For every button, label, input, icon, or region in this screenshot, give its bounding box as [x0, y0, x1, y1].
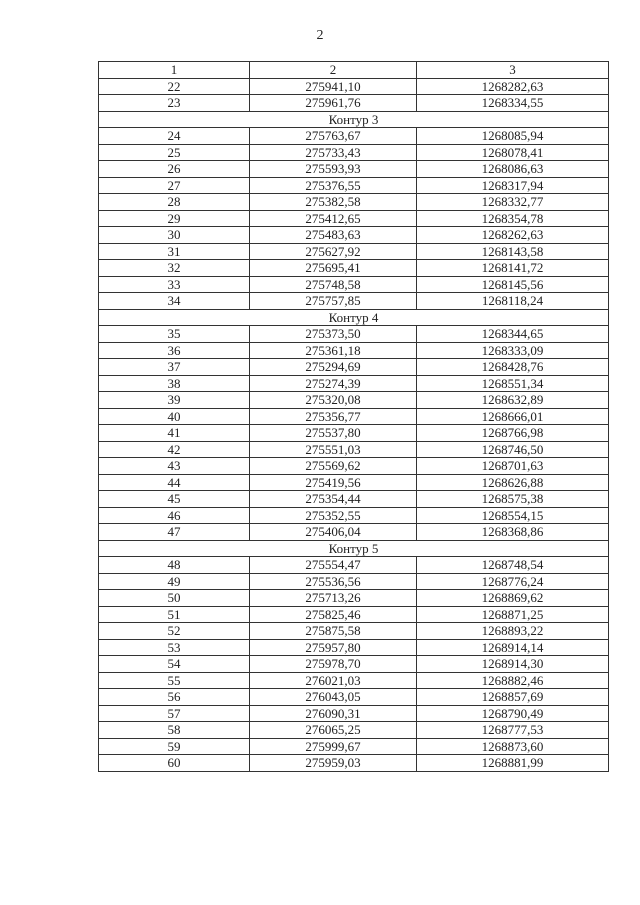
table-row	[99, 342, 609, 359]
section-title: Контур 4	[99, 309, 609, 326]
x-coordinate-cell: 275713,26	[250, 590, 417, 607]
table-row	[99, 573, 609, 590]
table-row	[99, 194, 609, 211]
x-coordinate-cell: 275356,77	[250, 408, 417, 425]
y-coordinate-cell: 1268551,34	[417, 375, 609, 392]
x-coordinate-cell: 275733,43	[250, 144, 417, 161]
point-number-cell: 44	[99, 474, 250, 491]
table-row	[99, 491, 609, 508]
point-number-cell: 33	[99, 276, 250, 293]
table-row	[99, 95, 609, 112]
y-coordinate-cell: 1268118,24	[417, 293, 609, 310]
y-coordinate-cell: 1268368,86	[417, 524, 609, 541]
y-coordinate-cell: 1268857,69	[417, 689, 609, 706]
table-row	[99, 359, 609, 376]
x-coordinate-cell: 275483,63	[250, 227, 417, 244]
x-coordinate-cell: 275373,50	[250, 326, 417, 343]
y-coordinate-cell: 1268632,89	[417, 392, 609, 409]
table-row	[99, 738, 609, 755]
x-coordinate-cell: 275274,39	[250, 375, 417, 392]
section-title-row	[99, 540, 609, 557]
y-coordinate-cell: 1268893,22	[417, 623, 609, 640]
table-row	[99, 210, 609, 227]
table-row	[99, 78, 609, 95]
table-row	[99, 474, 609, 491]
x-coordinate-cell: 276090,31	[250, 705, 417, 722]
x-coordinate-cell: 275354,44	[250, 491, 417, 508]
table-row	[99, 161, 609, 178]
x-coordinate-cell: 275294,69	[250, 359, 417, 376]
point-number-cell: 36	[99, 342, 250, 359]
y-coordinate-cell: 1268626,88	[417, 474, 609, 491]
point-number-cell: 31	[99, 243, 250, 260]
point-number-cell: 29	[99, 210, 250, 227]
y-coordinate-cell: 1268748,54	[417, 557, 609, 574]
section-title: Контур 3	[99, 111, 609, 128]
y-coordinate-cell: 1268332,77	[417, 194, 609, 211]
point-number-cell: 45	[99, 491, 250, 508]
point-number-cell: 51	[99, 606, 250, 623]
y-coordinate-cell: 1268871,25	[417, 606, 609, 623]
point-number-cell: 32	[99, 260, 250, 277]
y-coordinate-cell: 1268554,15	[417, 507, 609, 524]
y-coordinate-cell: 1268575,38	[417, 491, 609, 508]
point-number-cell: 27	[99, 177, 250, 194]
x-coordinate-cell: 275757,85	[250, 293, 417, 310]
x-coordinate-cell: 275551,03	[250, 441, 417, 458]
point-number-cell: 39	[99, 392, 250, 409]
table-row	[99, 293, 609, 310]
y-coordinate-cell: 1268282,63	[417, 78, 609, 95]
x-coordinate-cell: 275763,67	[250, 128, 417, 145]
point-number-cell: 48	[99, 557, 250, 574]
x-coordinate-cell: 275999,67	[250, 738, 417, 755]
table-row	[99, 557, 609, 574]
table-row	[99, 128, 609, 145]
x-coordinate-cell: 275361,18	[250, 342, 417, 359]
x-coordinate-cell: 275382,58	[250, 194, 417, 211]
x-coordinate-cell: 275419,56	[250, 474, 417, 491]
point-number-cell: 58	[99, 722, 250, 739]
y-coordinate-cell: 1268666,01	[417, 408, 609, 425]
y-coordinate-cell: 1268766,98	[417, 425, 609, 442]
table-row	[99, 524, 609, 541]
table-row	[99, 722, 609, 739]
x-coordinate-cell: 275941,10	[250, 78, 417, 95]
point-number-cell: 49	[99, 573, 250, 590]
x-coordinate-cell: 275593,93	[250, 161, 417, 178]
x-coordinate-cell: 275748,58	[250, 276, 417, 293]
y-coordinate-cell: 1268333,09	[417, 342, 609, 359]
table-row	[99, 144, 609, 161]
table-row	[99, 705, 609, 722]
x-coordinate-cell: 275695,41	[250, 260, 417, 277]
table-row	[99, 326, 609, 343]
point-number-cell: 57	[99, 705, 250, 722]
point-number-cell: 43	[99, 458, 250, 475]
x-coordinate-cell: 275825,46	[250, 606, 417, 623]
table-row	[99, 425, 609, 442]
point-number-cell: 40	[99, 408, 250, 425]
point-number-cell: 25	[99, 144, 250, 161]
table-row	[99, 375, 609, 392]
table-row	[99, 276, 609, 293]
table-row	[99, 392, 609, 409]
point-number-cell: 35	[99, 326, 250, 343]
column-header-1: 1	[99, 62, 250, 79]
x-coordinate-cell: 276065,25	[250, 722, 417, 739]
x-coordinate-cell: 275537,80	[250, 425, 417, 442]
x-coordinate-cell: 275959,03	[250, 755, 417, 772]
table-row	[99, 656, 609, 673]
table-row	[99, 507, 609, 524]
coordinates-table-body	[99, 62, 609, 772]
y-coordinate-cell: 1268078,41	[417, 144, 609, 161]
table-row	[99, 755, 609, 772]
table-row	[99, 623, 609, 640]
point-number-cell: 56	[99, 689, 250, 706]
point-number-cell: 46	[99, 507, 250, 524]
x-coordinate-cell: 275352,55	[250, 507, 417, 524]
section-title: Контур 5	[99, 540, 609, 557]
x-coordinate-cell: 275957,80	[250, 639, 417, 656]
x-coordinate-cell: 275376,55	[250, 177, 417, 194]
x-coordinate-cell: 276021,03	[250, 672, 417, 689]
column-header-3: 3	[417, 62, 609, 79]
table-row	[99, 227, 609, 244]
point-number-cell: 34	[99, 293, 250, 310]
table-row	[99, 458, 609, 475]
y-coordinate-cell: 1268701,63	[417, 458, 609, 475]
table-header-row	[99, 62, 609, 79]
y-coordinate-cell: 1268143,58	[417, 243, 609, 260]
table-row	[99, 441, 609, 458]
x-coordinate-cell: 275554,47	[250, 557, 417, 574]
point-number-cell: 50	[99, 590, 250, 607]
x-coordinate-cell: 275627,92	[250, 243, 417, 260]
y-coordinate-cell: 1268869,62	[417, 590, 609, 607]
y-coordinate-cell: 1268086,63	[417, 161, 609, 178]
point-number-cell: 41	[99, 425, 250, 442]
y-coordinate-cell: 1268776,24	[417, 573, 609, 590]
point-number-cell: 52	[99, 623, 250, 640]
point-number-cell: 42	[99, 441, 250, 458]
point-number-cell: 24	[99, 128, 250, 145]
y-coordinate-cell: 1268334,55	[417, 95, 609, 112]
y-coordinate-cell: 1268873,60	[417, 738, 609, 755]
y-coordinate-cell: 1268145,56	[417, 276, 609, 293]
column-header-2: 2	[250, 62, 417, 79]
x-coordinate-cell: 276043,05	[250, 689, 417, 706]
table-row	[99, 243, 609, 260]
point-number-cell: 38	[99, 375, 250, 392]
point-number-cell: 53	[99, 639, 250, 656]
y-coordinate-cell: 1268882,46	[417, 672, 609, 689]
x-coordinate-cell: 275536,56	[250, 573, 417, 590]
y-coordinate-cell: 1268777,53	[417, 722, 609, 739]
point-number-cell: 60	[99, 755, 250, 772]
x-coordinate-cell: 275569,62	[250, 458, 417, 475]
table-row	[99, 177, 609, 194]
y-coordinate-cell: 1268262,63	[417, 227, 609, 244]
section-title-row	[99, 111, 609, 128]
y-coordinate-cell: 1268428,76	[417, 359, 609, 376]
table-row	[99, 606, 609, 623]
table-row	[99, 260, 609, 277]
table-row	[99, 590, 609, 607]
y-coordinate-cell: 1268746,50	[417, 441, 609, 458]
x-coordinate-cell: 275961,76	[250, 95, 417, 112]
point-number-cell: 37	[99, 359, 250, 376]
x-coordinate-cell: 275320,08	[250, 392, 417, 409]
y-coordinate-cell: 1268354,78	[417, 210, 609, 227]
y-coordinate-cell: 1268881,99	[417, 755, 609, 772]
point-number-cell: 54	[99, 656, 250, 673]
table-row	[99, 639, 609, 656]
y-coordinate-cell: 1268141,72	[417, 260, 609, 277]
point-number-cell: 59	[99, 738, 250, 755]
x-coordinate-cell: 275406,04	[250, 524, 417, 541]
y-coordinate-cell: 1268914,30	[417, 656, 609, 673]
point-number-cell: 22	[99, 78, 250, 95]
y-coordinate-cell: 1268085,94	[417, 128, 609, 145]
point-number-cell: 30	[99, 227, 250, 244]
table-row	[99, 689, 609, 706]
y-coordinate-cell: 1268317,94	[417, 177, 609, 194]
y-coordinate-cell: 1268790,49	[417, 705, 609, 722]
point-number-cell: 28	[99, 194, 250, 211]
point-number-cell: 26	[99, 161, 250, 178]
table-row	[99, 672, 609, 689]
y-coordinate-cell: 1268344,65	[417, 326, 609, 343]
y-coordinate-cell: 1268914,14	[417, 639, 609, 656]
x-coordinate-cell: 275412,65	[250, 210, 417, 227]
table-row	[99, 408, 609, 425]
point-number-cell: 55	[99, 672, 250, 689]
section-title-row	[99, 309, 609, 326]
x-coordinate-cell: 275875,58	[250, 623, 417, 640]
page-number: 2	[316, 28, 324, 43]
point-number-cell: 47	[99, 524, 250, 541]
coordinates-table	[98, 61, 609, 772]
x-coordinate-cell: 275978,70	[250, 656, 417, 673]
point-number-cell: 23	[99, 95, 250, 112]
